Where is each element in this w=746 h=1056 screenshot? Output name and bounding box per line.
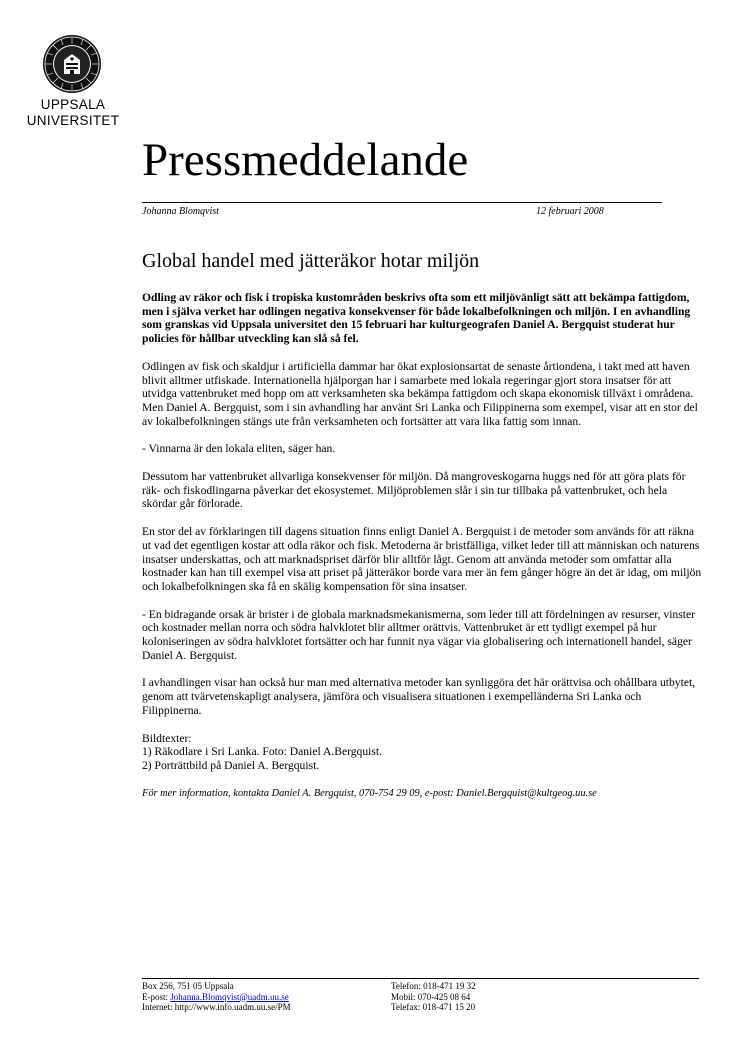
captions-heading: Bildtexter: (142, 731, 192, 745)
footer-phone-block (391, 981, 476, 1013)
body-paragraph: - En bidragande orsak är brister i de globala marknadsmekanismerna, som leder till att fördelningen av resurser, vinster och kostnader mellan norra och södra halvklotet blir alltmer orättvis. Vattenbruket är ett tydligt exempel på hur koloniseringen av södra halvklotet fortsätter och har funnit nya vägar via globalisering och internationell handel, säger Daniel A. Bergquist. (142, 607, 695, 662)
footer-address-block (142, 981, 291, 1013)
release-date: 12 februari 2008 (536, 206, 604, 217)
footer-address: Box 256, 751 05 Uppsala (142, 981, 234, 991)
caption-item: 1) Räkodlare i Sri Lanka. Foto: Daniel A.Bergquist. (142, 745, 382, 759)
footer-mobile: Mobil: 070-425 08 64 (391, 991, 471, 1002)
body-paragraph: I avhandlingen visar han också hur man med alternativa metoder kan synliggöra det här orättvisa och ohållbara utbytet, genom att tvärvetenskapligt analysera, jämföra och visualisera situationen i exempelländerna Sri Lanka och Filippinerna. (142, 676, 696, 717)
image-captions (142, 732, 702, 773)
caption-item: 2) Porträttbild på Daniel A. Bergquist. (142, 758, 320, 772)
body-paragraph: Odlingen av fisk och skaldjur i artificiella dammar har ökat explosionsartat de senaste årtiondena, i takt med att haven blivit alltmer utfiskade. Internationella hjälporgan har i samarbete med lokala regeringar gjort stora insatser för att utvidga vattenbruket med hopp om att verksamheten ska bekämpa fattigdom och skapa ekonomisk tillväxt i områdena. Men Daniel A. Bergquist, som i sin avhandling har använt Sri Lanka och Filippinerna som exempel, visar att en stor del av lokalbefolkningen stängs ute från verksamheten och fortsätter att vara lika fattig som innan. (142, 359, 698, 428)
footer-divider (142, 978, 699, 979)
footer-email-link[interactable]: Johanna.Blomqvist@uadm.uu.se (170, 991, 289, 1002)
article-headline: Global handel med jätteräkor hotar miljön (142, 250, 480, 272)
lead-paragraph: Odling av räkor och fisk i tropiska kustområden beskrivs ofta som ett miljövänligt sätt att bekämpa fattigdom, men i själva verket har odlingen negativa konsekvenser för både lokalbefolkningen och miljön. I en avhandling som granskas vid Uppsala universitet den 15 februari har kulturgeografen Daniel A. Bergquist studerat hur policies för hållbar utveckling kan slå så fel. (142, 291, 691, 346)
university-seal-icon (42, 34, 102, 94)
author-name: Johanna Blomqvist (142, 206, 219, 217)
footer-email-line (142, 992, 291, 1003)
body-paragraph: Dessutom har vattenbruket allvarliga konsekvenser för miljön. Då mangroveskogarna huggs ned för att göra plats för räk- och fiskodlingarna påverkar det ekosystemet. Miljöproblemen slår i sin tur tillbaka på vattenbruket, och hela skördar går förlorade. (142, 470, 686, 511)
university-name-line1: UPPSALA (40, 97, 106, 112)
article-body (142, 291, 702, 814)
contact-info: För mer information, kontakta Daniel A. Bergquist, 070-754 29 09, e-post: Daniel.Bergquist@kultgeog.uu.se (142, 787, 597, 799)
footer-phone: Telefon: 018-471 19 32 (391, 981, 476, 991)
university-name (0, 97, 146, 129)
footer-fax: Telefax: 018-471 15 20 (391, 1002, 476, 1012)
footer-email-label: E-post: (142, 991, 171, 1002)
footer-internet: Internet: http://www.info.uadm.uu.se/PM (142, 1002, 291, 1012)
university-name-line2: UNIVERSITET (26, 113, 120, 128)
body-paragraph: - Vinnarna är den lokala eliten, säger han. (142, 442, 336, 456)
document-type-title: Pressmeddelande (142, 134, 469, 186)
header-divider (142, 202, 662, 203)
body-paragraph: En stor del av förklaringen till dagens situation finns enligt Daniel A. Bergquist i de metoder som används för att räkna ut vad det egentligen kostar att odla räkor och fisk. Metoderna är bristfälliga, vilket leder till att människan och naturens insatser underskattas, och att marknadspriset därför blir alltför lågt. Genom att använda metoder som omfattar alla kostnader kan han till exempel visa att priset på jätteräkor borde vara mer än fem gånger högre än det är idag, om miljön och lokalbefolkningen ska få en skälig kompensation för sina insatser. (142, 525, 702, 593)
